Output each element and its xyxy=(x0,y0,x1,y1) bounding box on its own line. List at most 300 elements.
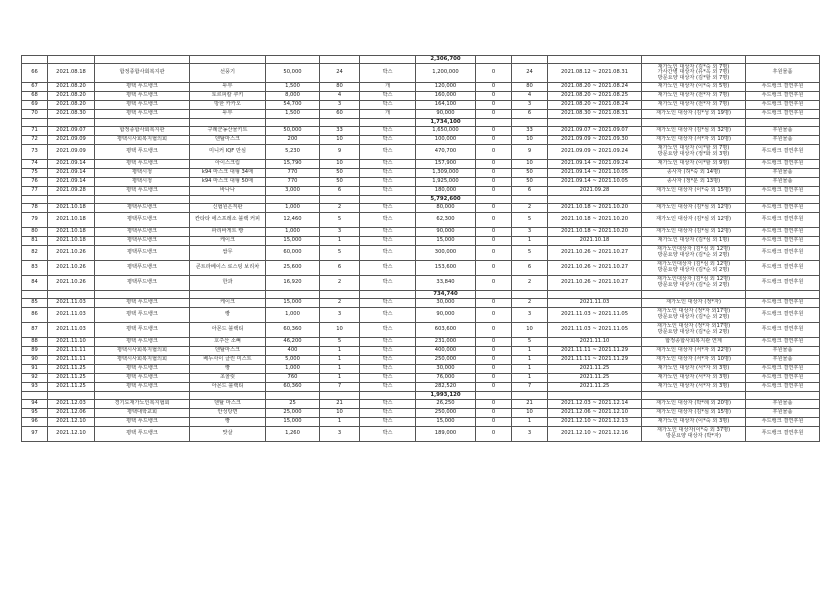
donor-org: 합정종합사회복지관 xyxy=(95,64,190,83)
quantity: 7 xyxy=(320,383,360,392)
recipient-line: 방문요양 대상자 (김*순 외 2명) xyxy=(657,314,730,320)
table-row xyxy=(22,169,820,178)
receipt-date: 2021.09.09 xyxy=(48,136,95,145)
recipients xyxy=(642,365,746,374)
empty-cell xyxy=(48,392,95,400)
empty-cell xyxy=(266,291,320,299)
donation-type: 후원물품 xyxy=(746,136,820,145)
receipt-date: 2021.08.20 xyxy=(48,83,95,92)
quantity: 50 xyxy=(320,169,360,178)
empty-cell xyxy=(190,196,266,204)
donor-org: 평택 푸드뱅크 xyxy=(95,383,190,392)
item-name: 칸타타 에스프레소 블랙 커피 xyxy=(190,213,266,228)
used-count: 0 xyxy=(476,418,512,427)
unit: 박스 xyxy=(360,101,416,110)
unit-price: 15,790 xyxy=(266,160,320,169)
used-count: 0 xyxy=(476,338,512,347)
unit: 박스 xyxy=(360,299,416,308)
recipient-line: 재가노인 대상자(이*숙 외 37명) xyxy=(656,427,731,434)
distribution-period: 2021.12.03 ~ 2021.12.14 xyxy=(548,400,642,409)
empty-cell xyxy=(95,119,190,127)
quantity: 80 xyxy=(320,83,360,92)
table-row xyxy=(22,308,820,323)
donor-org: 평택 푸드뱅크 xyxy=(95,365,190,374)
recipients xyxy=(642,187,746,196)
item-name: 덴탈 마스크 xyxy=(190,400,266,409)
distribution-period: 2021.09.14 ~ 2021.10.05 xyxy=(548,169,642,178)
empty-cell xyxy=(95,392,190,400)
empty-cell xyxy=(320,56,360,64)
total-amount: 15,000 xyxy=(416,418,476,427)
recipient-line: 방문요양 대상자 (김*순 외 2명) xyxy=(657,282,730,288)
used-count: 0 xyxy=(476,261,512,276)
empty-cell xyxy=(476,196,512,204)
recipient-line: 재가노인 대상자 (서*자 외 3명) xyxy=(657,383,730,390)
donation-type: 후원물품 xyxy=(746,400,820,409)
recipient-line: 재가노인 대상자 (김*심 외 1명) xyxy=(657,237,730,244)
distribution-period: 2021.10.18 ~ 2021.10.20 xyxy=(548,204,642,213)
empty-cell xyxy=(642,291,746,299)
recipients xyxy=(642,101,746,110)
empty-cell xyxy=(95,56,190,64)
total-amount: 189,000 xyxy=(416,427,476,442)
subtotal-row xyxy=(22,196,820,204)
unit: 박스 xyxy=(360,347,416,356)
empty-cell xyxy=(746,392,820,400)
donor-org: 평택 푸드뱅크 xyxy=(95,187,190,196)
table-row xyxy=(22,383,820,392)
distribution-period: 2021.08.20 ~ 2021.08.25 xyxy=(548,92,642,101)
empty-cell xyxy=(476,291,512,299)
recipient-line: 방문요양 대상자 (김*순 외 2명) xyxy=(657,267,730,273)
recipient-line: 방문요양 대상자 (정*화 외 3명) xyxy=(657,151,730,157)
receipt-date: 2021.10.18 xyxy=(48,228,95,237)
recipients xyxy=(642,347,746,356)
empty-cell xyxy=(512,196,548,204)
used-count: 0 xyxy=(476,246,512,261)
remain-count: 33 xyxy=(512,127,548,136)
empty-cell xyxy=(548,291,642,299)
row-number: 82 xyxy=(22,246,48,261)
empty-cell xyxy=(360,392,416,400)
unit-price: 770 xyxy=(266,169,320,178)
row-number: 86 xyxy=(22,308,48,323)
item-name: k94 마스크 대형 50매 xyxy=(190,178,266,187)
item-name: 빵 xyxy=(190,418,266,427)
receipt-date: 2021.10.26 xyxy=(48,276,95,291)
used-count: 0 xyxy=(476,323,512,338)
unit: 박스 xyxy=(360,237,416,246)
empty-cell xyxy=(190,392,266,400)
empty-cell xyxy=(746,56,820,64)
subtotal-row xyxy=(22,56,820,64)
donation-type: 푸드뱅크 결연후원 xyxy=(746,145,820,160)
quantity: 10 xyxy=(320,160,360,169)
quantity: 24 xyxy=(320,64,360,83)
subtotal-row xyxy=(22,392,820,400)
recipient-line: 재가노인 대상자 (정*자 외17명) xyxy=(656,323,731,330)
table-row xyxy=(22,323,820,338)
total-amount: 400,000 xyxy=(416,347,476,356)
recipient-line: 재가노인 대상자 (이*숙 외 3명) xyxy=(657,418,730,425)
unit: 박스 xyxy=(360,213,416,228)
quantity: 10 xyxy=(320,136,360,145)
recipients xyxy=(642,145,746,160)
donor-org: 평택 푸드뱅크 xyxy=(95,92,190,101)
used-count: 0 xyxy=(476,83,512,92)
remain-count: 80 xyxy=(512,83,548,92)
unit-price: 1,000 xyxy=(266,308,320,323)
item-name: 두부 xyxy=(190,83,266,92)
unit-price: 25 xyxy=(266,400,320,409)
donation-type: 후원물품 xyxy=(746,127,820,136)
donor-org: 평택 푸드뱅크 xyxy=(95,323,190,338)
distribution-period: 2021.11.03 ~ 2021.11.05 xyxy=(548,323,642,338)
row-number: 97 xyxy=(22,427,48,442)
recipients xyxy=(642,338,746,347)
distribution-period: 2021.08.30 ~ 2021.08.31 xyxy=(548,110,642,119)
distribution-period: 2021.11.25 xyxy=(548,365,642,374)
used-count: 0 xyxy=(476,400,512,409)
item-name: 아몬드 블랙티 xyxy=(190,323,266,338)
total-amount: 90,000 xyxy=(416,110,476,119)
table-row xyxy=(22,127,820,136)
item-name: 신협원은직판 xyxy=(190,204,266,213)
distribution-period: 2021.08.12 ~ 2021.08.31 xyxy=(548,64,642,83)
row-number: 91 xyxy=(22,365,48,374)
recipients xyxy=(642,409,746,418)
quantity: 5 xyxy=(320,213,360,228)
table-row xyxy=(22,374,820,383)
empty-cell xyxy=(512,392,548,400)
donation-type: 후원물품 xyxy=(746,409,820,418)
distribution-period: 2021.11.11 ~ 2021.11.29 xyxy=(548,356,642,365)
recipient-line: 재가노인 대상자 (이*숙 외 5명) xyxy=(657,83,730,90)
subtotal-amount: 1,993,120 xyxy=(416,392,476,400)
donation-type: 푸드뱅크 결연후원 xyxy=(746,261,820,276)
quantity: 3 xyxy=(320,101,360,110)
donor-org: 평택 푸드뱅크 xyxy=(95,101,190,110)
donation-type: 푸드뱅크 결연후원 xyxy=(746,92,820,101)
donor-org: 평택 푸드뱅크 xyxy=(95,110,190,119)
row-number: 80 xyxy=(22,228,48,237)
recipients xyxy=(642,178,746,187)
distribution-period: 2021.10.18 ~ 2021.10.20 xyxy=(548,213,642,228)
quantity: 5 xyxy=(320,246,360,261)
item-name: 미니커 IQF 만심 xyxy=(190,145,266,160)
remain-count: 1 xyxy=(512,365,548,374)
total-amount: 100,000 xyxy=(416,136,476,145)
row-number: 89 xyxy=(22,347,48,356)
donor-org: 평택 푸드뱅크 xyxy=(95,374,190,383)
empty-cell xyxy=(360,291,416,299)
empty-cell xyxy=(48,196,95,204)
table-row xyxy=(22,145,820,160)
unit-price: 5,000 xyxy=(266,356,320,365)
table-row xyxy=(22,400,820,409)
row-number: 87 xyxy=(22,323,48,338)
receipt-date: 2021.11.25 xyxy=(48,365,95,374)
empty-cell xyxy=(642,196,746,204)
used-count: 0 xyxy=(476,228,512,237)
remain-count: 2 xyxy=(512,276,548,291)
empty-cell xyxy=(642,56,746,64)
recipients xyxy=(642,213,746,228)
row-number: 77 xyxy=(22,187,48,196)
recipient-line: 재가노인 대상자 (서*자 외 22명) xyxy=(656,347,731,354)
empty-cell xyxy=(266,196,320,204)
used-count: 0 xyxy=(476,308,512,323)
used-count: 0 xyxy=(476,365,512,374)
donor-org: 평택시청 xyxy=(95,169,190,178)
unit-price: 16,920 xyxy=(266,276,320,291)
recipient-line: 종사자 (정*분 외 13명) xyxy=(666,178,721,185)
table-row xyxy=(22,101,820,110)
item-name: 파리바게트 빵 xyxy=(190,228,266,237)
unit: 박스 xyxy=(360,64,416,83)
empty-cell xyxy=(48,56,95,64)
receipt-date: 2021.09.28 xyxy=(48,187,95,196)
empty-cell xyxy=(190,56,266,64)
unit-price: 15,000 xyxy=(266,418,320,427)
unit-price: 5,230 xyxy=(266,145,320,160)
quantity: 3 xyxy=(320,427,360,442)
table-row xyxy=(22,92,820,101)
total-amount: 153,600 xyxy=(416,261,476,276)
recipients xyxy=(642,246,746,261)
empty-cell xyxy=(548,119,642,127)
remain-count: 3 xyxy=(512,101,548,110)
subtotal-amount: 2,306,700 xyxy=(416,56,476,64)
quantity: 1 xyxy=(320,237,360,246)
unit-price: 1,000 xyxy=(266,365,320,374)
donation-type: 푸드뱅크 결연후원 xyxy=(746,338,820,347)
row-number: 88 xyxy=(22,338,48,347)
unit: 박스 xyxy=(360,136,416,145)
table-row xyxy=(22,261,820,276)
empty-cell xyxy=(22,196,48,204)
unit-price: 12,460 xyxy=(266,213,320,228)
table-row xyxy=(22,136,820,145)
total-amount: 80,000 xyxy=(416,204,476,213)
donation-type: 푸드뱅크 결연후원 xyxy=(746,383,820,392)
empty-cell xyxy=(746,291,820,299)
empty-cell xyxy=(320,196,360,204)
quantity: 1 xyxy=(320,347,360,356)
donation-type: 푸드뱅크 결연후원 xyxy=(746,308,820,323)
recipients xyxy=(642,169,746,178)
remain-count: 3 xyxy=(512,308,548,323)
unit-price: 54,700 xyxy=(266,101,320,110)
unit-price: 25,000 xyxy=(266,409,320,418)
receipt-date: 2021.10.18 xyxy=(48,213,95,228)
unit: 박스 xyxy=(360,356,416,365)
receipt-date: 2021.10.18 xyxy=(48,204,95,213)
recipient-line: 방문요양 대상자 (박*자) xyxy=(665,433,722,439)
recipient-line: 방문요양 대상자 (김*할 외 7명) xyxy=(657,74,730,81)
quantity: 3 xyxy=(320,228,360,237)
empty-cell xyxy=(476,392,512,400)
item-name: 쌈무 xyxy=(190,246,266,261)
donation-type: 푸드뱅크 결연후원 xyxy=(746,101,820,110)
donor-org: 평택시사회복지협의회 xyxy=(95,356,190,365)
table-row xyxy=(22,365,820,374)
total-amount: 164,100 xyxy=(416,101,476,110)
receipt-date: 2021.11.03 xyxy=(48,299,95,308)
donation-type: 푸드뱅크 결연후원 xyxy=(746,110,820,119)
item-name: 한과 xyxy=(190,276,266,291)
unit-price: 400 xyxy=(266,347,320,356)
receipt-date: 2021.12.03 xyxy=(48,400,95,409)
total-amount: 15,000 xyxy=(416,237,476,246)
recipients xyxy=(642,418,746,427)
used-count: 0 xyxy=(476,127,512,136)
recipient-line: 방문요양 대상자 (김*순 외 2명) xyxy=(657,252,730,258)
receipt-date: 2021.12.10 xyxy=(48,418,95,427)
empty-cell xyxy=(548,56,642,64)
receipt-date: 2021.10.26 xyxy=(48,246,95,261)
recipient-line: 재가노인 대상자 (서*자 외 3명) xyxy=(657,374,730,381)
empty-cell xyxy=(360,119,416,127)
item-name: 토르피칼 쿠키 xyxy=(190,92,266,101)
table-row xyxy=(22,338,820,347)
donor-org: 평택 푸드뱅크 xyxy=(95,299,190,308)
recipients xyxy=(642,110,746,119)
recipients xyxy=(642,299,746,308)
unit-price: 50,000 xyxy=(266,127,320,136)
remain-count: 50 xyxy=(512,178,548,187)
quantity: 10 xyxy=(320,323,360,338)
total-amount: 1,650,000 xyxy=(416,127,476,136)
recipient-line: 재가노인 대상자 (이*할 외 7명) xyxy=(657,145,730,152)
row-number: 67 xyxy=(22,83,48,92)
unit-price: 60,000 xyxy=(266,246,320,261)
row-number: 75 xyxy=(22,169,48,178)
distribution-period: 2021.10.26 ~ 2021.10.27 xyxy=(548,276,642,291)
recipients xyxy=(642,136,746,145)
item-name: 콘트라베이스 로스팅 보리차 xyxy=(190,261,266,276)
unit: 박스 xyxy=(360,323,416,338)
used-count: 0 xyxy=(476,276,512,291)
distribution-period: 2021.10.26 ~ 2021.10.27 xyxy=(548,261,642,276)
receipt-date: 2021.11.25 xyxy=(48,374,95,383)
remain-count: 5 xyxy=(512,213,548,228)
donor-org: 평택 푸드뱅크 xyxy=(95,145,190,160)
unit-price: 50,000 xyxy=(266,64,320,83)
row-number: 66 xyxy=(22,64,48,83)
donation-type: 후원물품 xyxy=(746,347,820,356)
receipt-date: 2021.09.07 xyxy=(48,127,95,136)
donor-org: 평택시청 xyxy=(95,178,190,187)
receipt-date: 2021.09.09 xyxy=(48,145,95,160)
unit-price: 1,000 xyxy=(266,228,320,237)
distribution-period: 2021.10.18 xyxy=(548,237,642,246)
unit-price: 3,000 xyxy=(266,187,320,196)
used-count: 0 xyxy=(476,178,512,187)
row-number: 93 xyxy=(22,383,48,392)
distribution-period: 2021.11.03 ~ 2021.11.05 xyxy=(548,308,642,323)
quantity: 1 xyxy=(320,365,360,374)
item-name: 아몬드 블랙티 xyxy=(190,383,266,392)
distribution-period: 2021.11.25 xyxy=(548,374,642,383)
total-amount: 231,000 xyxy=(416,338,476,347)
quantity: 3 xyxy=(320,308,360,323)
empty-cell xyxy=(476,119,512,127)
remain-count: 2 xyxy=(512,299,548,308)
table-row xyxy=(22,204,820,213)
used-count: 0 xyxy=(476,409,512,418)
empty-cell xyxy=(548,196,642,204)
row-number: 92 xyxy=(22,374,48,383)
remain-count: 1 xyxy=(512,418,548,427)
receipt-date: 2021.11.03 xyxy=(48,308,95,323)
total-amount: 30,000 xyxy=(416,299,476,308)
recipients xyxy=(642,204,746,213)
unit: 박스 xyxy=(360,308,416,323)
unit-price: 8,000 xyxy=(266,92,320,101)
recipients xyxy=(642,427,746,442)
donor-org: 평택 푸드뱅크 xyxy=(95,160,190,169)
quantity: 2 xyxy=(320,276,360,291)
donation-type: 후원물품 xyxy=(746,356,820,365)
remain-count: 2 xyxy=(512,204,548,213)
empty-cell xyxy=(512,291,548,299)
used-count: 0 xyxy=(476,145,512,160)
donation-ledger-table xyxy=(21,55,820,442)
used-count: 0 xyxy=(476,356,512,365)
recipients xyxy=(642,356,746,365)
remain-count: 9 xyxy=(512,145,548,160)
quantity: 10 xyxy=(320,409,360,418)
unit: 박스 xyxy=(360,169,416,178)
unit: 박스 xyxy=(360,246,416,261)
recipient-line: 재가노인 대상자 (전*자 외 7명) xyxy=(657,101,730,108)
donation-type: 푸드뱅크 결연후원 xyxy=(746,374,820,383)
recipients xyxy=(642,323,746,338)
subtotal-amount: 1,734,100 xyxy=(416,119,476,127)
total-amount: 160,000 xyxy=(416,92,476,101)
empty-cell xyxy=(746,119,820,127)
unit: 박스 xyxy=(360,228,416,237)
table-row xyxy=(22,187,820,196)
donor-org: 평택시사회복지협의회 xyxy=(95,136,190,145)
donor-org: 평택 푸드뱅크 xyxy=(95,83,190,92)
recipients xyxy=(642,92,746,101)
row-number: 85 xyxy=(22,299,48,308)
receipt-date: 2021.11.11 xyxy=(48,356,95,365)
table-row xyxy=(22,356,820,365)
receipt-date: 2021.12.06 xyxy=(48,409,95,418)
unit-price: 15,000 xyxy=(266,299,320,308)
donor-org: 경기도재가노인복지협회 xyxy=(95,400,190,409)
unit: 박스 xyxy=(360,365,416,374)
table-row xyxy=(22,213,820,228)
donor-org: 평택 푸드뱅크 xyxy=(95,338,190,347)
unit: 개 xyxy=(360,83,416,92)
empty-cell xyxy=(266,56,320,64)
unit: 박스 xyxy=(360,178,416,187)
donor-org: 평택푸드뱅크 xyxy=(95,237,190,246)
donation-type: 푸드뱅크 결연후원 xyxy=(746,365,820,374)
unit: 박스 xyxy=(360,427,416,442)
row-number: 76 xyxy=(22,178,48,187)
recipient-line: 재가노인 대상자 (김*숙 외 7명) xyxy=(657,63,730,70)
recipient-line: 방문요양 대상자 (김*순 외 2명) xyxy=(657,329,730,335)
unit: 박스 xyxy=(360,418,416,427)
table-row xyxy=(22,110,820,119)
distribution-period: 2021.09.09 ~ 2021.09.30 xyxy=(548,136,642,145)
donor-org: 평택푸드뱅크 xyxy=(95,261,190,276)
